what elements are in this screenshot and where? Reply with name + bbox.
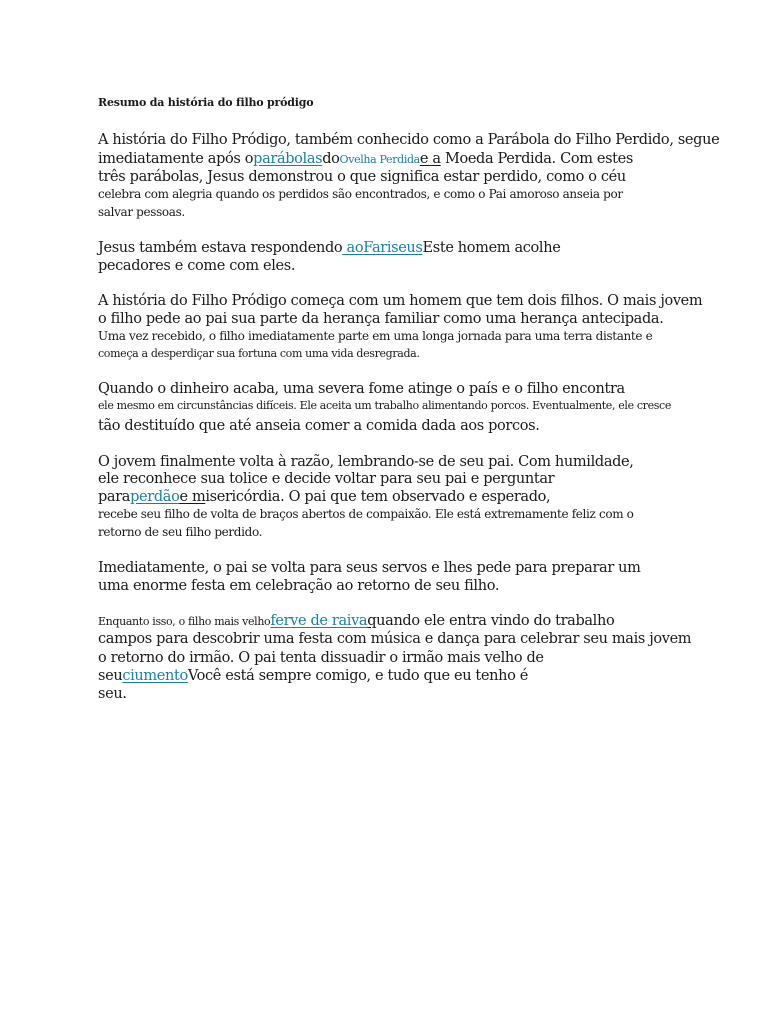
p5-line-3-end: isericórdia. O pai que tem observado e esperado,	[205, 489, 551, 505]
p3-line-3: Uma vez recebido, o filho imediatamente parte em uma longa jornada para uma terra distante e	[98, 329, 653, 343]
p6-line-1: Imediatamente, o pai se volta para seus servos e lhes pede para preparar um	[98, 560, 641, 576]
p7-line-5: seu.	[98, 686, 127, 702]
p1-line-2	[98, 151, 633, 167]
p5-line-3-underlined: e m	[179, 489, 206, 505]
p1-line-4: celebra com alegria quando os perdidos são encontrados, e como o Pai amoroso anseia por	[98, 187, 623, 201]
p3-line-1: A história do Filho Pródigo começa com um homem que tem dois filhos. O mais jovem	[98, 293, 703, 309]
p4-line-2: ele mesmo em circunstâncias difíceis. Ele aceita um trabalho alimentando porcos. Eventualmente, ele cresce	[98, 399, 672, 412]
p7-line-1-end: uando ele entra vindo do trabalho	[376, 613, 615, 629]
document-heading: Resumo da história do filho pródigo	[98, 96, 314, 109]
p7-line-4	[98, 668, 528, 684]
p3-line-2: o filho pede ao pai sua parte da herança familiar como uma herança antecipada.	[98, 311, 664, 327]
p5-line-2: ele reconhece sua tolice e decide voltar para seu pai e perguntar	[98, 471, 555, 487]
p6-line-2: uma enorme festa em celebração ao retorno de seu filho.	[98, 578, 500, 594]
p7-line-2: campos para descobrir uma festa com música e dança para celebrar seu mais jovem	[98, 631, 692, 647]
perdao-link[interactable]: perdão	[130, 489, 180, 505]
p2-line-1-text: Jesus também estava respondendo	[98, 240, 343, 256]
p2-link-space[interactable]: ao	[342, 240, 364, 256]
p2-line-1-end: Este homem acolhe	[422, 240, 561, 256]
ferve-de-raiva-link[interactable]: ferve de raiva	[270, 613, 368, 629]
ciumento-link[interactable]: ciumento	[122, 668, 188, 684]
p7-line-1	[98, 613, 614, 629]
p3-line-4: começa a desperdiçar sua fortuna com uma vida desregrada.	[98, 347, 420, 360]
p5-line-3	[98, 489, 550, 505]
p5-line-5: retorno de seu filho perdido.	[98, 525, 263, 539]
p1-line-2-text: imediatamente após o	[98, 151, 254, 167]
p4-line-1: Quando o dinheiro acaba, uma severa fome atinge o país e o filho encontra	[98, 381, 625, 397]
p2-line-2: pecadores e come com eles.	[98, 258, 296, 274]
p7-line-3: o retorno do irmão. O pai tenta dissuadir o irmão mais velho de	[98, 650, 544, 666]
p2-line-1	[98, 240, 560, 256]
p1-line-3: três parábolas, Jesus demonstrou o que significa estar perdido, como o céu	[98, 169, 626, 185]
p7-line-4-text: seu	[98, 668, 123, 684]
p1-line-1: A história do Filho Pródigo, também conhecido como a Parábola do Filho Perdido, segue	[98, 132, 720, 148]
p4-line-3: tão destituído que até anseia comer a comida dada aos porcos.	[98, 418, 540, 434]
p5-line-1: O jovem finalmente volta à razão, lembrando-se de seu pai. Com humildade,	[98, 454, 634, 470]
p1-line-2-mid: do	[322, 151, 340, 167]
p1-line-5: salvar pessoas.	[98, 205, 185, 219]
p5-line-4: recebe seu filho de volta de braços abertos de compaixão. Ele está extremamente feliz com o	[98, 507, 634, 521]
p1-line-2-underlined: e a	[419, 151, 441, 167]
p1-line-2-end: Moeda Perdida. Com estes	[440, 151, 633, 167]
p7-line-1-text: Enquanto isso, o filho mais velho	[98, 615, 271, 628]
parabolas-link[interactable]: parábolas	[253, 151, 323, 167]
ovelha-perdida-link[interactable]: Ovelha Perdida	[339, 153, 420, 166]
fariseus-link[interactable]: Fariseus	[363, 240, 423, 256]
p7-line-1-underlined: q	[367, 613, 377, 629]
p7-line-4-end: Você está sempre comigo, e tudo que eu tenho é	[187, 668, 528, 684]
p5-line-3-text: para	[98, 489, 131, 505]
